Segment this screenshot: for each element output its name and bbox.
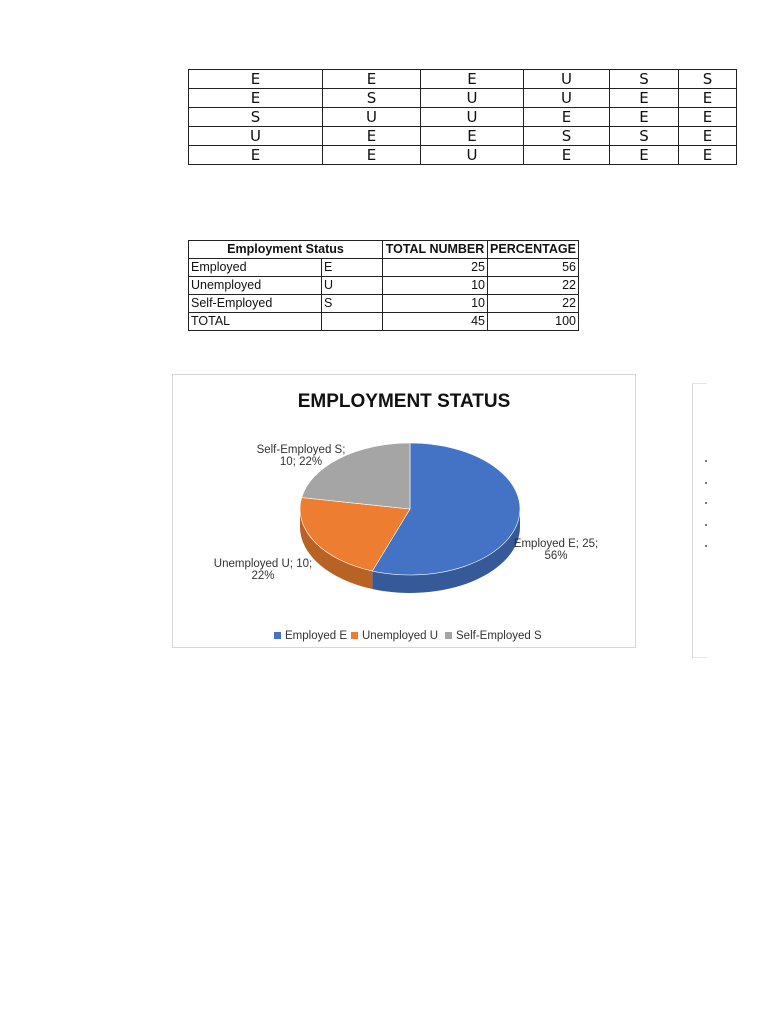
grid-cell: S	[189, 108, 323, 127]
status-cell: TOTAL	[189, 313, 322, 331]
adjacent-chart-edge	[692, 383, 707, 658]
table-row	[189, 70, 737, 89]
grid-cell: E	[421, 127, 524, 146]
employment-summary-table	[188, 240, 579, 331]
letter-grid-table	[188, 69, 737, 165]
grid-cell: S	[679, 70, 737, 89]
grid-cell: E	[323, 70, 421, 89]
status-cell: Employed	[189, 259, 322, 277]
grid-cell: E	[610, 89, 679, 108]
grid-cell: U	[189, 127, 323, 146]
percent-cell: 22	[488, 277, 579, 295]
grid-cell: S	[323, 89, 421, 108]
grid-cell: S	[610, 70, 679, 89]
grid-cell: U	[524, 89, 610, 108]
grid-cell: U	[421, 89, 524, 108]
code-cell: U	[322, 277, 383, 295]
table-row	[189, 313, 579, 331]
grid-cell: E	[421, 70, 524, 89]
grid-cell: S	[610, 127, 679, 146]
header-percentage: PERCENTAGE	[488, 241, 579, 259]
total-cell: 45	[383, 313, 488, 331]
status-cell: Unemployed	[189, 277, 322, 295]
total-cell: 10	[383, 295, 488, 313]
grid-cell: E	[524, 146, 610, 165]
grid-cell: S	[524, 127, 610, 146]
data-label-line: Self-Employed S;	[256, 444, 346, 456]
legend-entry: Employed E	[285, 630, 348, 642]
grid-cell: E	[679, 127, 737, 146]
grid-cell: E	[189, 146, 323, 165]
grid-cell: E	[679, 146, 737, 165]
legend-swatch	[445, 632, 452, 639]
total-cell: 10	[383, 277, 488, 295]
grid-cell: E	[323, 127, 421, 146]
grid-cell: E	[679, 89, 737, 108]
table-row	[189, 89, 737, 108]
header-total-number: TOTAL NUMBER	[383, 241, 488, 259]
grid-cell: U	[421, 108, 524, 127]
legend-entry: Unemployed U	[362, 630, 439, 642]
grid-cell: E	[323, 146, 421, 165]
pie-chart-svg	[173, 375, 635, 647]
table-row	[189, 127, 737, 146]
grid-cell: E	[524, 108, 610, 127]
code-cell: E	[322, 259, 383, 277]
data-label-employed-e	[514, 538, 598, 562]
grid-cell: E	[189, 70, 323, 89]
status-cell: Self-Employed	[189, 295, 322, 313]
grid-cell: E	[610, 108, 679, 127]
table-row	[189, 295, 579, 313]
table-row	[189, 277, 579, 295]
total-cell: 25	[383, 259, 488, 277]
pie-chart	[172, 374, 636, 648]
legend-swatch	[351, 632, 358, 639]
legend-entry: Self-Employed S	[456, 630, 542, 642]
table-row	[189, 146, 737, 165]
code-cell	[322, 313, 383, 331]
percent-cell: 100	[488, 313, 579, 331]
legend-swatch	[274, 632, 281, 639]
grid-cell: E	[679, 108, 737, 127]
data-label-line: 56%	[544, 550, 568, 562]
code-cell: S	[322, 295, 383, 313]
data-label-line: Unemployed U; 10;	[213, 558, 313, 570]
percent-cell: 22	[488, 295, 579, 313]
grid-cell: U	[524, 70, 610, 89]
grid-cell: U	[421, 146, 524, 165]
chart-title: EMPLOYMENT STATUS	[297, 391, 511, 412]
data-label-line: 10; 22%	[279, 456, 323, 468]
table-row	[189, 259, 579, 277]
percent-cell: 56	[488, 259, 579, 277]
data-label-line: 22%	[251, 570, 275, 582]
grid-cell: E	[189, 89, 323, 108]
data-label-unemployed-u	[214, 558, 312, 582]
header-employment-status: Employment Status	[189, 241, 383, 259]
table-row	[189, 108, 737, 127]
grid-cell: E	[610, 146, 679, 165]
grid-cell: U	[323, 108, 421, 127]
data-label-line: Employed E; 25;	[513, 538, 599, 550]
